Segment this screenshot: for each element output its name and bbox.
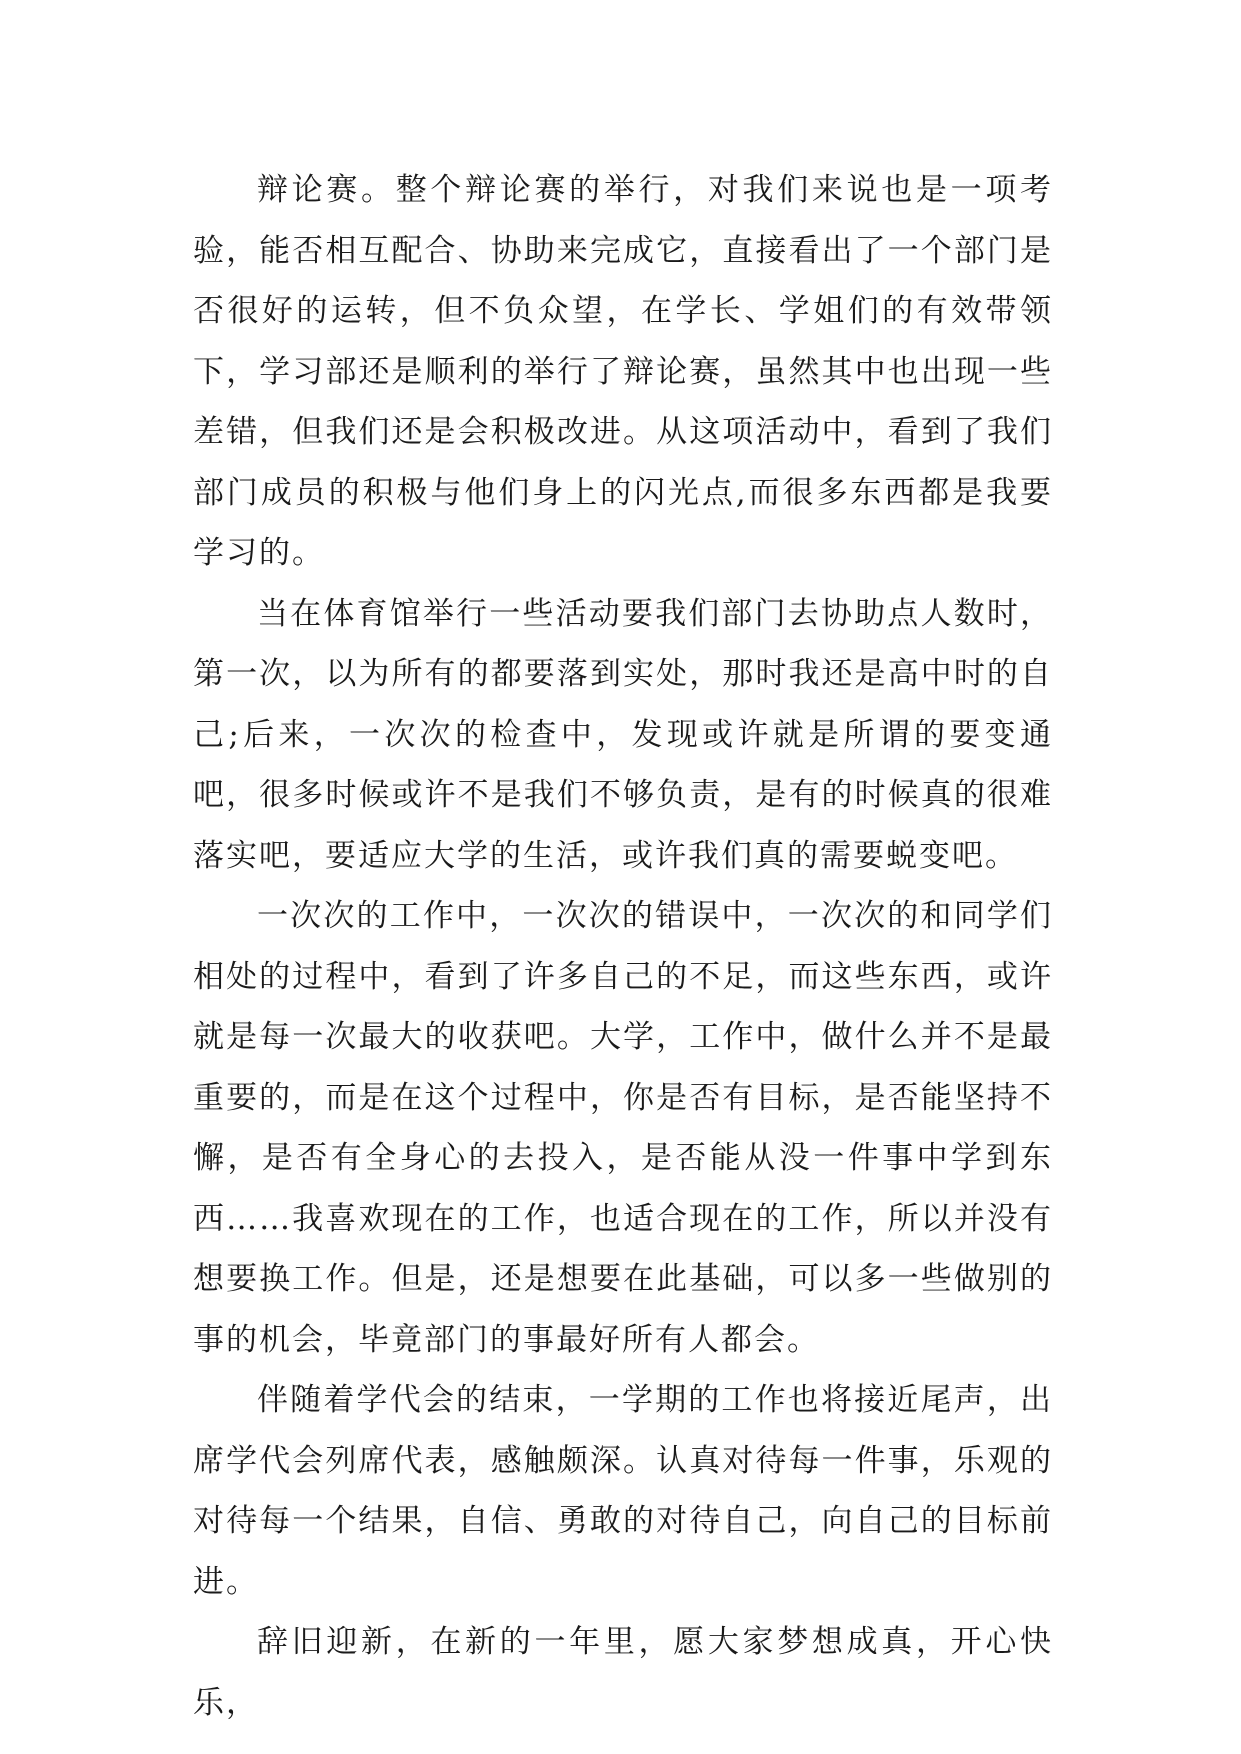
paragraph-debate: 辩论赛。整个辩论赛的举行，对我们来说也是一项考验，能否相互配合、协助来完成它，直接看出了一个部门是否很好的运转，但不负众望，在学长、学姐们的有效带领下，学习部还是顺利的举行了辩论赛，虽然其中也出现一些差错，但我们还是会积极改进。从这项活动中，看到了我们部门成员的积极与他们身上的闪光点,而很多东西都是我要学习的。 [193,172,1053,571]
paragraph-new-year: 辞旧迎新，在新的一年里，愿大家梦想成真，开心快乐， [193,1624,1053,1721]
paragraph-work-reflection: 一次次的工作中，一次次的错误中，一次次的和同学们相处的过程中，看到了许多自己的不足，而这些东西，或许就是每一次最大的收获吧。大学，工作中，做什么并不是最重要的，而是在这个过程中，你是否有目标，是否能坚持不懈，是否有全身心的去投入，是否能从没一件事中学到东西……我喜欢现在的工作，也适合现在的工作，所以并没有想要换工作。但是，还是想要在此基础，可以多一些做别的事的机会，毕竟部门的事最好所有人都会。 [193,898,1053,1358]
paragraph-semester-end: 伴随着学代会的结束，一学期的工作也将接近尾声，出席学代会列席代表，感触颇深。认真对待每一件事，乐观的对待每一个结果，自信、勇敢的对待自己，向自己的目标前进。 [193,1382,1053,1600]
paragraph-gym-activity: 当在体育馆举行一些活动要我们部门去协助点人数时，第一次，以为所有的都要落到实处，那时我还是高中时的自己;后来，一次次的检查中，发现或许就是所谓的要变通吧，很多时候或许不是我们不够负责，是有的时候真的很难落实吧，要适应大学的生活，或许我们真的需要蜕变吧。 [193,595,1053,874]
document-page [193,160,1053,1733]
